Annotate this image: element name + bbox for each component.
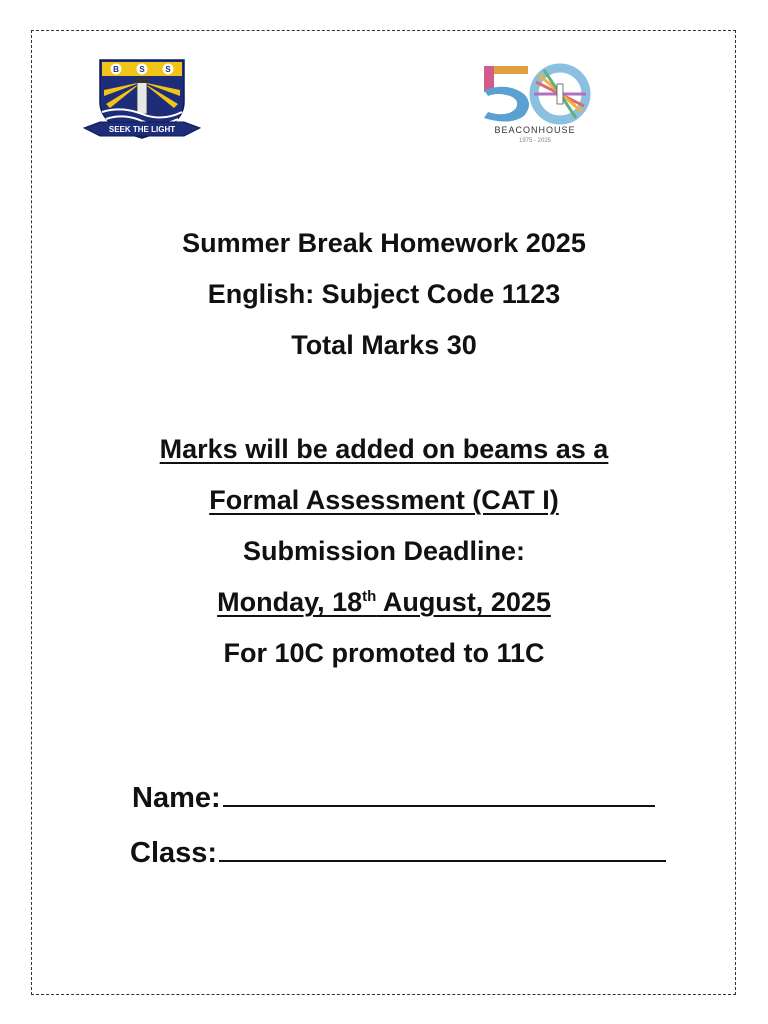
name-label: Name: xyxy=(132,782,221,814)
bss-crest-logo xyxy=(82,56,202,146)
title-block xyxy=(0,218,768,371)
class-field xyxy=(130,836,666,870)
deadline-date-prefix: Monday, 18 xyxy=(217,587,363,617)
deadline-label: Submission Deadline: xyxy=(242,536,526,566)
beaconhouse-years: 1975 - 2025 xyxy=(518,138,552,144)
class-blank-line[interactable] xyxy=(219,836,666,862)
deadline-date-suffix: August, 2025 xyxy=(376,587,551,617)
audience-line: For 10C promoted to 11C xyxy=(223,638,545,668)
class-label: Class: xyxy=(130,837,218,869)
assessment-note-line2: Formal Assessment (CAT I) xyxy=(209,485,559,515)
anniversary-numeral-graphic xyxy=(484,66,586,122)
crest-motto: SEEK THE LIGHT xyxy=(108,125,176,134)
homework-title: Summer Break Homework 2025 xyxy=(182,228,586,258)
beaconhouse-50-logo xyxy=(478,62,593,146)
beaconhouse-name: BEACONHOUSE xyxy=(494,125,576,135)
assessment-block xyxy=(0,424,768,679)
crest-letter-3: S xyxy=(165,65,171,74)
total-marks: Total Marks 30 xyxy=(291,330,477,360)
name-field xyxy=(132,781,655,815)
deadline-date xyxy=(217,587,551,617)
assessment-note-line1: Marks will be added on beams as a xyxy=(159,434,609,464)
deadline-date-suffix-sup: th xyxy=(362,588,377,605)
name-blank-line[interactable] xyxy=(223,781,655,807)
crest-letter-1: B xyxy=(113,65,119,74)
crest-letter-2: S xyxy=(139,65,145,74)
subject-code: English: Subject Code 1123 xyxy=(207,279,561,309)
